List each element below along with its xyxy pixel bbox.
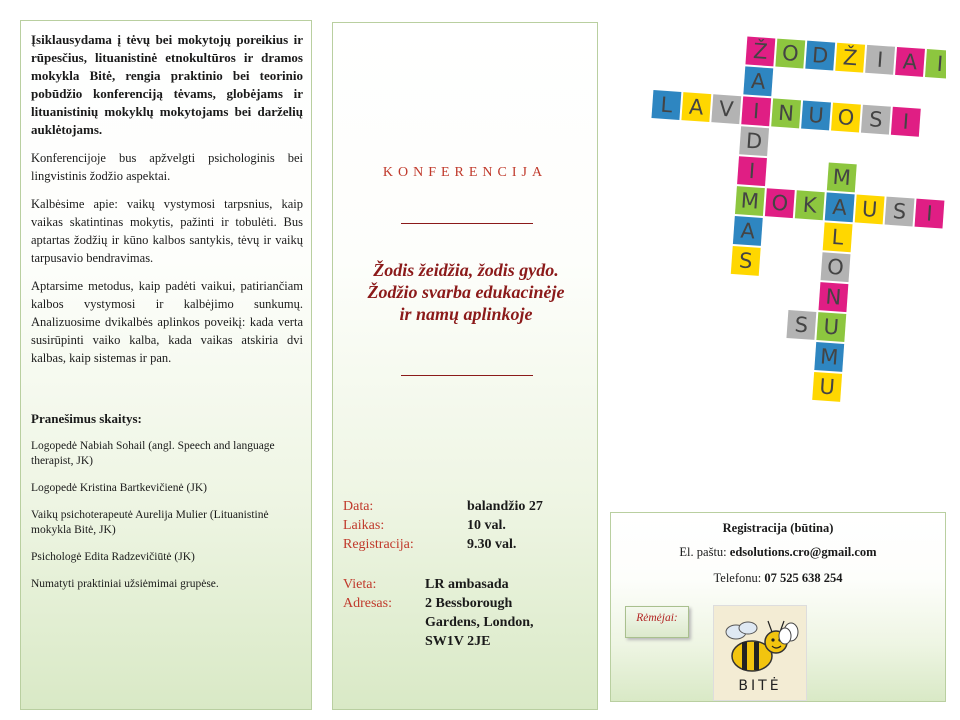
paragraph-3: Aptarsime metodus, kaip padėti vaikui, patiriančiam kalbos vystymosi ir kalbėjimo sunkumų. Analizuosime dvikalbės aplinkos poveikį: kada verta susirūpinti vaiko kalba, kada vaikas atskiria dvi kalbas, kaip sistemas ir pan. [31, 279, 303, 365]
svg-text:S: S [793, 312, 809, 338]
crossword-tile [825, 192, 855, 222]
svg-text:M: M [831, 164, 852, 191]
crossword-tile [891, 107, 921, 137]
svg-text:I: I [925, 201, 934, 226]
svg-text:A: A [831, 194, 848, 220]
svg-text:A: A [739, 218, 756, 244]
svg-text:I: I [748, 158, 756, 184]
crossword-tile [745, 36, 775, 66]
svg-text:S: S [738, 248, 754, 274]
svg-text:Ž: Ž [752, 38, 769, 64]
details-values [467, 497, 543, 554]
details-labels [343, 497, 414, 554]
crossword-tile [821, 252, 851, 282]
svg-text:L: L [659, 92, 674, 118]
svg-text:S: S [892, 199, 908, 224]
crossword-tile [765, 188, 795, 218]
crossword-tile [827, 162, 857, 192]
conference-title [341, 259, 591, 325]
crossword-tile [865, 45, 895, 75]
crossword-tile [818, 282, 848, 312]
crossword-tile [711, 94, 741, 124]
title-line: Žodžio svarba edukacinėje [367, 282, 565, 302]
svg-text:D: D [811, 43, 830, 69]
registration-email-line [611, 545, 945, 560]
svg-text:K: K [802, 192, 818, 218]
address-line: SW1V 2JE [425, 634, 491, 649]
svg-text:I: I [752, 99, 761, 124]
address-label: Adresas: [343, 596, 392, 611]
speaker-item: Logopedė Nabiah Sohail (angl. Speech and language therapist, JK) [31, 440, 275, 467]
svg-text:V: V [718, 96, 735, 122]
title-line: ir namų aplinkoje [399, 304, 533, 324]
crossword-tile [835, 43, 865, 73]
svg-text:O: O [781, 40, 800, 67]
crossword-tile [816, 312, 846, 342]
venue-labels [343, 575, 392, 613]
crossword-tile [925, 49, 946, 79]
crossword-tile [786, 310, 816, 340]
phone-prefix: Telefonu: [713, 571, 762, 585]
registration-time-label: Registracija: [343, 537, 414, 552]
date-label: Data: [343, 499, 374, 514]
svg-text:O: O [826, 254, 845, 280]
venue-values [425, 575, 534, 651]
svg-text:U: U [807, 102, 825, 128]
crossword-tile [855, 194, 885, 224]
crossword-tile [814, 342, 844, 372]
left-panel [20, 20, 312, 710]
email-prefix: El. paštu: [679, 545, 727, 559]
time-label: Laikas: [343, 518, 385, 533]
svg-text:S: S [868, 107, 884, 133]
paragraph-1: Konferencijoje bus apžvelgti psichologinis bei lingvistinis žodžio aspektai. [31, 151, 303, 183]
crossword-tile [771, 98, 801, 128]
phone-number: 07 525 638 254 [764, 571, 843, 585]
svg-text:O: O [836, 105, 856, 131]
crossword-tile [795, 190, 825, 220]
crossword-tile [775, 39, 805, 69]
crossword-tile [731, 246, 761, 276]
speaker-item: Logopedė Kristina Bartkevičienė (JK) [31, 482, 207, 494]
crossword-tile [915, 199, 945, 229]
svg-text:L: L [830, 224, 845, 250]
crossword-tile [823, 222, 853, 252]
crossword-tile [651, 90, 681, 120]
address-line: 2 Bessborough [425, 596, 513, 611]
sponsors-label: Rėmėjai: [625, 606, 689, 638]
registration-time-value: 9.30 val. [467, 537, 517, 552]
email-link[interactable]: edsolutions.cro@gmail.com [729, 545, 877, 559]
middle-panel [332, 22, 598, 710]
svg-text:U: U [822, 314, 840, 340]
svg-text:I: I [901, 109, 910, 134]
svg-text:M: M [819, 344, 840, 370]
venue-label: Vieta: [343, 577, 377, 592]
crossword-tile [733, 216, 763, 246]
speakers-title: Pranešimus skaitys: [31, 411, 142, 426]
speaker-item: Vaikų psichoterapeutė Aurelija Mulier (Lituanistinė mokykla Bitė, JK) [31, 509, 269, 536]
bite-logo [713, 605, 807, 701]
conference-label: KONFERENCIJA [382, 165, 548, 180]
practical-note: Numatyti praktiniai užsiėmimai grupėse. [31, 578, 219, 590]
svg-text:I: I [936, 51, 944, 77]
venue-value: LR ambasada [425, 577, 509, 592]
svg-text:A: A [750, 68, 767, 94]
svg-text:O: O [770, 190, 789, 216]
svg-text:N: N [777, 100, 795, 126]
svg-text:A: A [688, 94, 705, 120]
crossword-tile [885, 197, 915, 227]
svg-text:D: D [745, 128, 764, 154]
title-line: Žodis žeidžia, žodis gydo. [373, 260, 559, 280]
registration-phone-line [611, 571, 945, 586]
speaker-item: Psichologė Edita Radzevičiūtė (JK) [31, 551, 195, 563]
crossword-tile [743, 66, 773, 96]
divider-bottom [401, 375, 533, 376]
crossword-tile [737, 156, 767, 186]
svg-text:I: I [876, 47, 885, 72]
registration-title: Registracija (būtina) [722, 521, 834, 535]
svg-text:Ž: Ž [842, 45, 859, 71]
crossword-tile [739, 126, 769, 156]
crossword-tile [805, 41, 835, 71]
svg-text:U: U [818, 374, 836, 400]
crossword-illustration [636, 30, 946, 430]
svg-text:M: M [740, 188, 760, 214]
crossword-tile [831, 103, 861, 133]
crossword-tile [801, 101, 831, 131]
crossword-tile [812, 372, 842, 402]
paragraph-2: Kalbėsime apie: vaikų vystymosi tarpsnius, kaip vaikas skatintinas mokytis, pažinti ir tobulėti. Bus aptartas žodžių ir kūno kalbos santykis, tėvų ir vaikų tarpusavio bendravimas. [31, 197, 303, 265]
divider-top [401, 223, 533, 224]
crossword-tile [741, 96, 771, 126]
crossword-tile [895, 47, 925, 77]
address-line: Gardens, London, [425, 615, 534, 630]
svg-text:U: U [861, 196, 879, 222]
crossword-tile [861, 105, 891, 135]
crossword-tile [735, 186, 765, 216]
logo-text: BITĖ [738, 678, 782, 694]
svg-text:A: A [902, 49, 919, 75]
crossword-tile [681, 92, 711, 122]
time-value: 10 val. [467, 518, 506, 533]
intro-text: Įsiklausydama į tėvų bei mokytojų poreikius ir rūpesčius, lituanistinė etnokultūros ir dramos mokykla Bitė, rengia praktinio bei teorinio pobūdžio konferenciją tėvams, globėjams ir lituanistinių mokyklų mokytojams bei darželių auklėtojams. [31, 32, 303, 137]
date-value: balandžio 27 [467, 499, 543, 514]
registration-panel [610, 512, 946, 702]
svg-text:N: N [824, 284, 843, 310]
